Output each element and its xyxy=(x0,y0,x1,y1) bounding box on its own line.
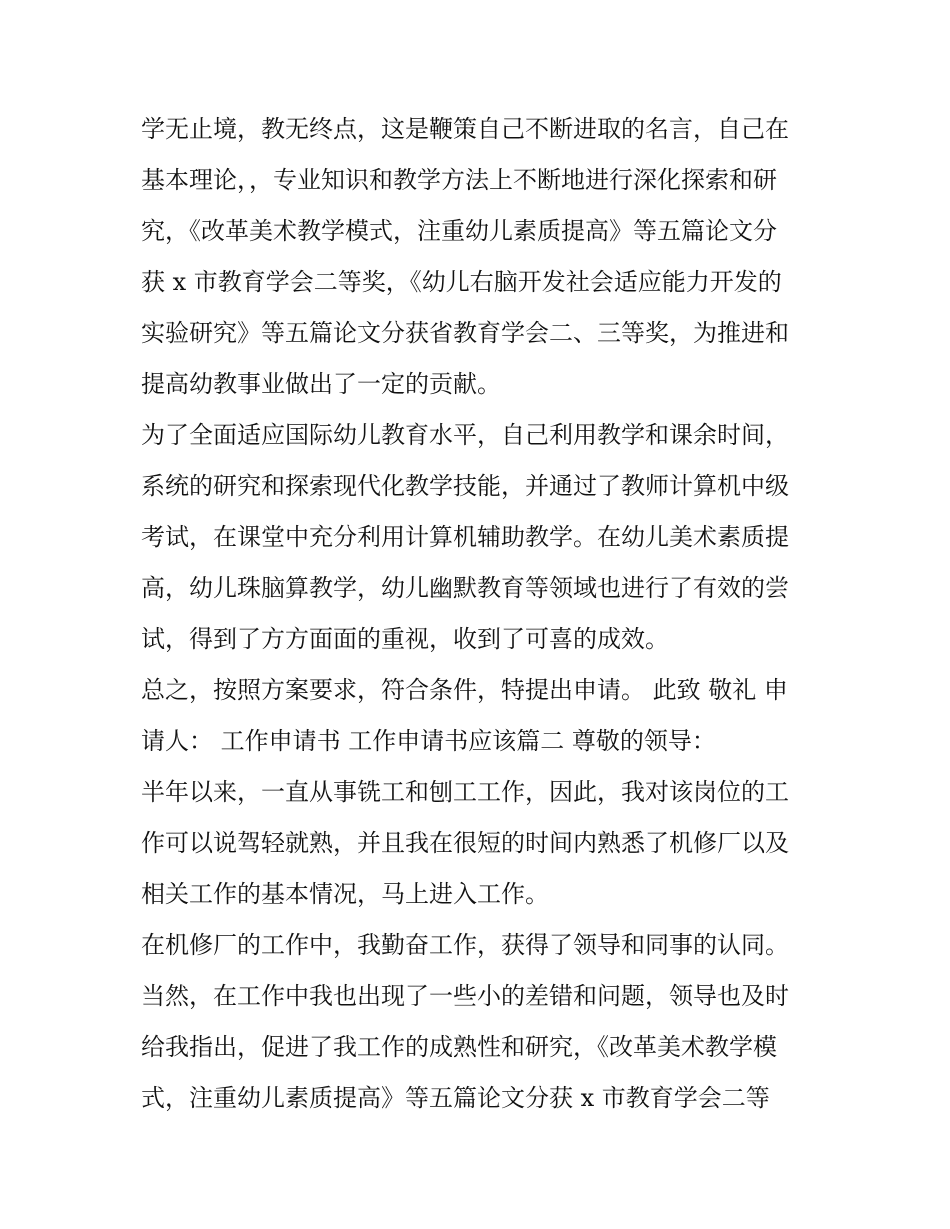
paragraph-5 xyxy=(141,920,813,1124)
text-line: 式，注重幼儿素质提高》等五篇论文分获 x 市教育学会二等 xyxy=(141,1084,770,1112)
text-line: 给我指出，促进了我工作的成熟性和研究，《改革美术教学模 xyxy=(141,1033,777,1061)
text-line: 学无止境，教无终点，这是鞭策自己不断进取的名言，自己在 xyxy=(141,115,789,143)
text-line: 为了全面适应国际幼儿教育水平，自己利用教学和课余时间， xyxy=(141,421,789,449)
text-line: 实验研究》等五篇论文分获省教育学会二、三等奖，为推进和 xyxy=(141,319,789,347)
paragraph-2 xyxy=(141,410,813,665)
paragraph-1 xyxy=(141,104,813,410)
text-line: 考试，在课堂中充分利用计算机辅助教学。在幼儿美术素质提 xyxy=(141,523,789,551)
text-line: 半年以来，一直从事铣工和刨工工作，因此，我对该岗位的工 xyxy=(141,778,789,806)
text-line: 究，《改革美术教学模式，注重幼儿素质提高》等五篇论文分 xyxy=(141,217,777,245)
text-line: 系统的研究和探索现代化教学技能，并通过了教师计算机中级 xyxy=(141,472,789,500)
text-line: 高，幼儿珠脑算教学，幼儿幽默教育等领域也进行了有效的尝 xyxy=(141,574,789,602)
text-line: 相关工作的基本情况，马上进入工作。 xyxy=(141,880,549,908)
text-line: 总之，按照方案要求，符合条件，特提出申请。 此致 敬礼 申 xyxy=(141,676,788,704)
paragraph-4 xyxy=(141,767,813,920)
text-line: 试，得到了方方面面的重视，收到了可喜的成效。 xyxy=(141,625,669,653)
text-line: 当然，在工作中我也出现了一些小的差错和问题，领导也及时 xyxy=(141,982,789,1010)
text-line: 提高幼教事业做出了一定的贡献。 xyxy=(141,370,501,398)
document-body xyxy=(141,104,813,1124)
text-line: 在机修厂的工作中，我勤奋工作，获得了领导和同事的认同。 xyxy=(141,931,789,959)
paragraph-3 xyxy=(141,665,813,767)
text-line: 作可以说驾轻就熟，并且我在很短的时间内熟悉了机修厂以及 xyxy=(141,829,789,857)
text-line: 请人： 工作申请书 工作申请书应该篇二 尊敬的领导： xyxy=(141,727,716,755)
text-line: 基本理论，，专业知识和教学方法上不断地进行深化探索和研 xyxy=(141,166,777,194)
text-line: 获 x 市教育学会二等奖，《幼儿右脑开发社会适应能力开发的 xyxy=(141,268,782,296)
